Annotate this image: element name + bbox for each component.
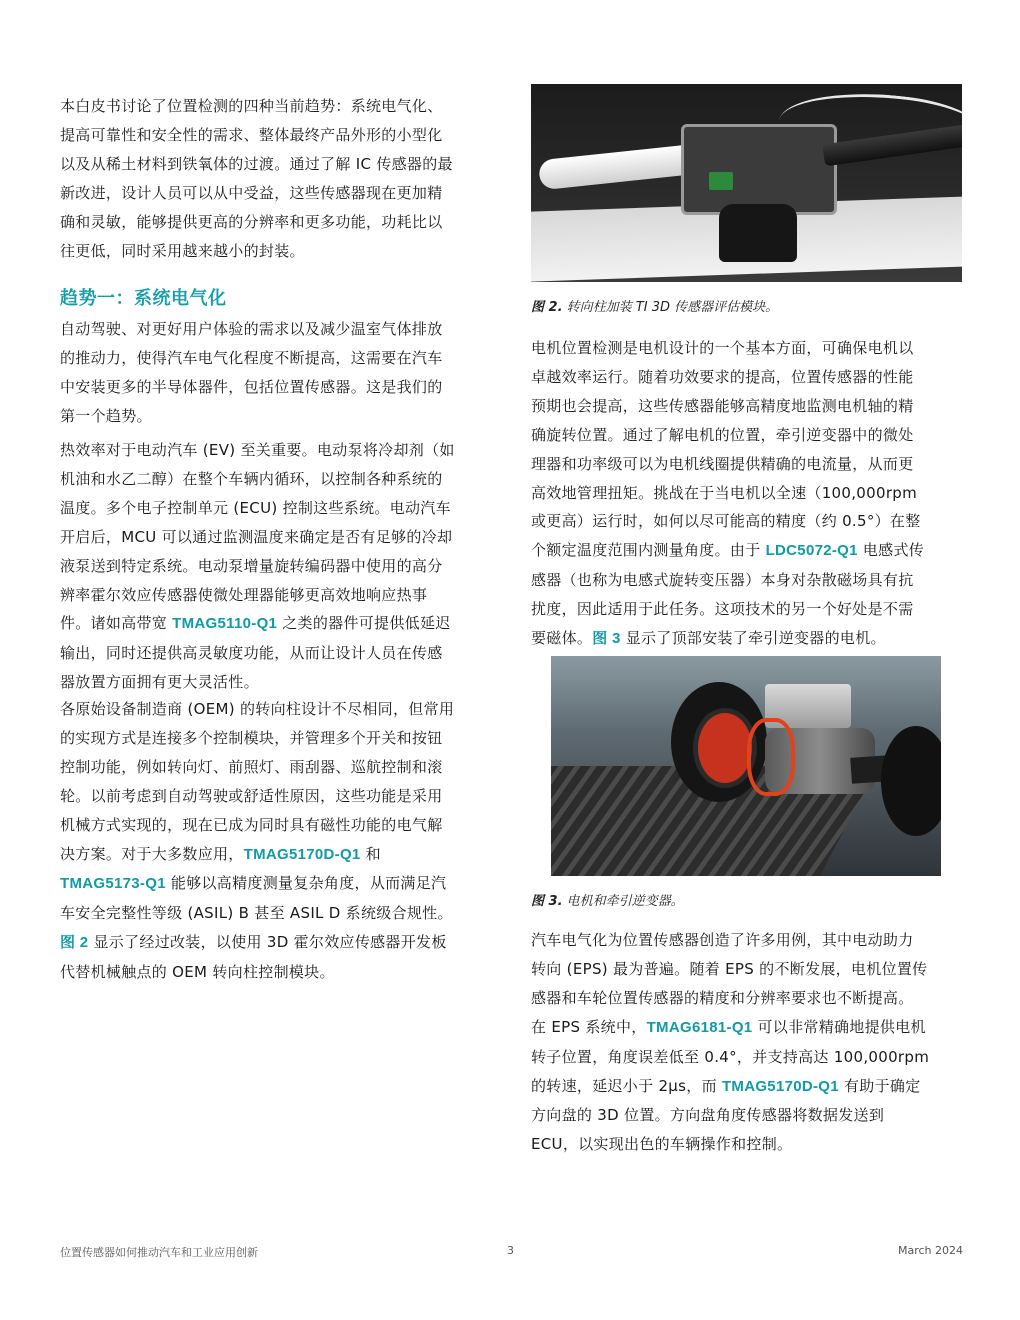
steering-paragraph: 各原始设备制造商 (OEM) 的转向柱设计不尽相同，但常用 的实现方式是连接多个控制模块，并管理多个开关和按钮 控制功能，例如转向灯、前照灯、雨刮器、巡航控制和滚 轮。以前考虑到自动驾驶或舒适性原因，这些功能是采用 机械方式实现的，现在已成为同时具有磁性功能的电气解 决方案。对于大多数应用，TMAG5170D-Q1 和 TMAG5173-Q1 能够以高精度测量复杂角度，从而满足汽 车安全完整性等级 (ASIL) B 甚至 ASIL D 系统级合规性。 图 2 显示了经过改装，以使用 3D 霍尔效应传感器开发板 代替机械触点的 OEM 转向柱控制模块。 (60, 700, 455, 982)
link-ldc5072[interactable]: LDC5072-Q1 (765, 542, 858, 560)
figure-3-motor-inverter-image (551, 656, 941, 876)
footer-date: March 2024 (898, 1244, 964, 1257)
thermal-paragraph: 热效率对于电动汽车 (EV) 至关重要。电动泵将冷却剂（如 机油和水乙二醇）在整个车辆内循环，以控制各种系统的 温度。多个电子控制单元 (ECU) 控制这些系统。电动汽车 开启后，MCU 可以通过监测温度来确定是否有足够的冷却 液泵送到特定系统。电动泵增量旋转编码器中使用的高分 辨率霍尔效应传感器使微处理器能够更高效地响应热事 件。诸如高带宽 TMAG5110-Q1 之类的器件可提供低延迟 输出，同时还提供高灵敏度功能，从而让设计人员在传感 器放置方面拥有更大灵活性。 (60, 441, 455, 692)
control-module-body (681, 124, 837, 215)
link-tmag5170d[interactable]: TMAG5170D-Q1 (243, 845, 361, 863)
link-figure-3[interactable]: 图 3 (592, 630, 621, 648)
eps-paragraph: 汽车电气化为位置传感器创造了许多用例，其中电动助力 转向 (EPS) 最为普遍。随着 EPS 的不断发展，电机位置传 感器和车轮位置传感器的精度和分辨率要求也不断提高。 在 EPS 系统中，TMAG6181-Q1 可以非常精确地提供电机 转子位置，角度误差低至 0.4°，并支持高达 100,000rpm 的转速，延迟小于 2μs，而 TMAG5170D-Q1 有助于确定 方向盘的 3D 位置。方向盘角度传感器将数据发送到 ECU，以实现出色的车辆操作和控制。 (531, 931, 930, 1154)
motor-position-paragraph: 电机位置检测是电机设计的一个基本方面，可确保电机以 卓越效率运行。随着功效要求的提高，位置传感器的性能 预期也会提高，这些传感器能够高精度地监测电机轴的精 确旋转位置。通过了解电机的位置，牵引逆变器中的微处 理器和功率级可以为电机线圈提供精确的电流量，从而更 高效地管理扭矩。挑战在于当电机以全速（100,000rpm 或更高）运行时，如何以尽可能高的精度（约 0.5°）在整 个额定温度范围内测量角度。由于 LDC5072-Q1 电感式传 感器（也称为电感式旋转变压器）本身对杂散磁场具有抗 扰度，因此适用于此任务。这项技术的另一个好处是不需 要磁体。图 3 显示了顶部安装了牵引逆变器的电机。 (531, 339, 925, 648)
figure-3-caption: 图 3. 电机和牵引逆变器。 (531, 894, 684, 909)
link-tmag5110[interactable]: TMAG5110-Q1 (172, 615, 278, 633)
figure-2-caption: 图 2. 转向柱加装 TI 3D 传感器评估模块。 (531, 300, 779, 315)
link-figure-2[interactable]: 图 2 (60, 934, 89, 952)
mount-stand (719, 204, 797, 262)
footer-title: 位置传感器如何推动汽车和工业应用创新 (60, 1246, 258, 1259)
sensor-board (709, 172, 733, 190)
footer-page-number: 3 (507, 1244, 514, 1257)
intro-paragraph: 本白皮书讨论了位置检测的四种当前趋势：系统电气化、 提高可靠性和安全性的需求、整体最终产品外形的小型化 以及从稀土材料到铁氧体的过渡。通过了解 IC 传感器的最 新改进，设计人员可以从中受益，这些传感器现在更加精 确和灵敏，能够提供更高的分辨率和更多功能，功耗比以 往更低，同时采用越来越小的封装。 (60, 97, 453, 260)
link-tmag6181[interactable]: TMAG6181-Q1 (646, 1018, 753, 1036)
figure-2-steering-column-image (531, 84, 962, 282)
section-heading: 趋势一：系统电气化 (60, 288, 227, 309)
link-tmag5173[interactable]: TMAG5173-Q1 (60, 875, 166, 893)
rear-wheel (881, 726, 941, 836)
electrification-paragraph: 自动驾驶、对更好用户体验的需求以及减少温室气体排放 的推动力，使得汽车电气化程度不断提高，这需要在汽车 中安装更多的半导体器件，包括位置传感器。这是我们的 第一个趋势。 (60, 320, 443, 425)
left-stalk-lever (538, 144, 700, 191)
orange-hv-cable (747, 718, 795, 796)
link-tmag5170d-2[interactable]: TMAG5170D-Q1 (721, 1077, 839, 1095)
